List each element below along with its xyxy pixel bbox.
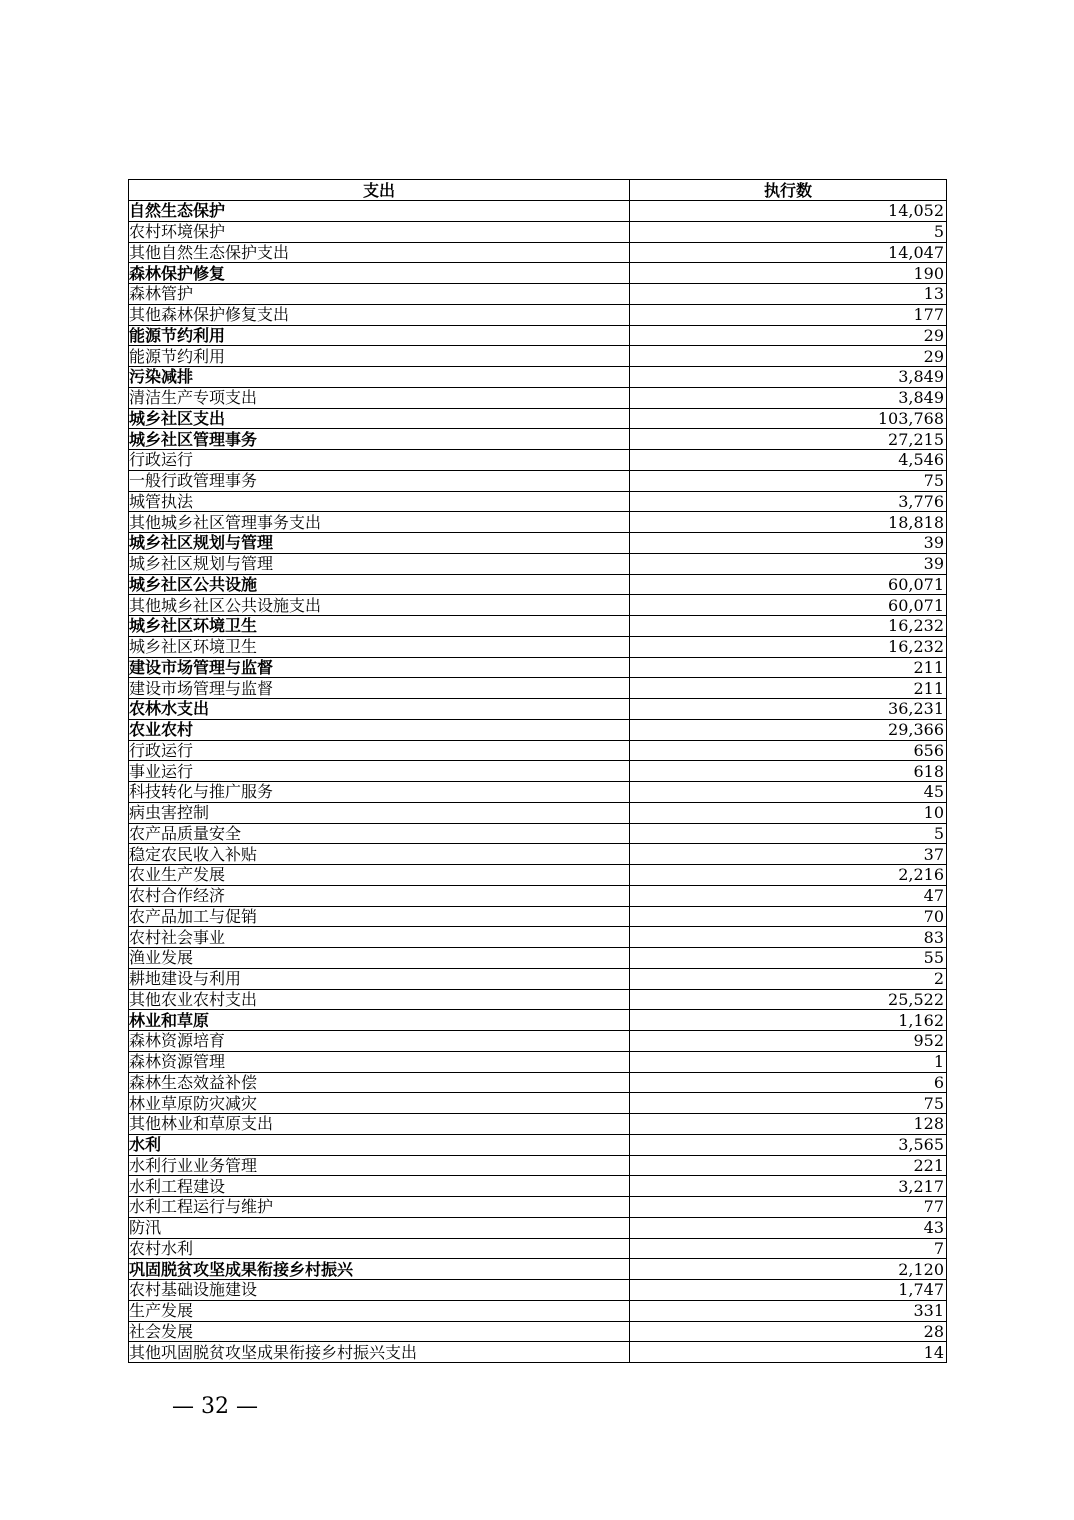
row-item-name: 森林管护: [129, 284, 630, 305]
table-row: [129, 1093, 947, 1114]
row-item-value: 29: [630, 346, 947, 367]
row-item-value: 618: [630, 761, 947, 782]
table-row: [129, 367, 947, 388]
row-item-value: 29,366: [630, 719, 947, 740]
row-item-value: 6: [630, 1072, 947, 1093]
row-item-name: 耕地建设与利用: [129, 968, 630, 989]
row-item-value: 211: [630, 657, 947, 678]
row-item-value: 75: [630, 470, 947, 491]
row-item-name: 城乡社区环境卫生: [129, 616, 630, 637]
table-row: [129, 1197, 947, 1218]
row-item-value: 10: [630, 802, 947, 823]
row-item-value: 103,768: [630, 408, 947, 429]
table-row: [129, 450, 947, 471]
row-item-name: 其他巩固脱贫攻坚成果衔接乡村振兴支出: [129, 1342, 630, 1363]
table-body: [129, 201, 947, 1363]
table-row: [129, 761, 947, 782]
row-item-name: 其他城乡社区公共设施支出: [129, 595, 630, 616]
table-row: [129, 574, 947, 595]
table-row: [129, 968, 947, 989]
row-item-name: 森林资源管理: [129, 1051, 630, 1072]
row-item-value: 190: [630, 263, 947, 284]
table-row: [129, 802, 947, 823]
table-row: [129, 1300, 947, 1321]
row-item-value: 3,849: [630, 367, 947, 388]
table-row: [129, 844, 947, 865]
row-item-name: 农村社会事业: [129, 927, 630, 948]
row-item-value: 1,747: [630, 1280, 947, 1301]
row-item-name: 水利: [129, 1134, 630, 1155]
table-row: [129, 1134, 947, 1155]
table-row: [129, 616, 947, 637]
table-row: [129, 1072, 947, 1093]
row-item-value: 3,776: [630, 491, 947, 512]
table-row: [129, 1259, 947, 1280]
table-row: [129, 1155, 947, 1176]
row-item-name: 城乡社区管理事务: [129, 429, 630, 450]
table-row: [129, 865, 947, 886]
table-row: [129, 1238, 947, 1259]
row-item-name: 其他自然生态保护支出: [129, 242, 630, 263]
row-item-name: 社会发展: [129, 1321, 630, 1342]
table-row: [129, 699, 947, 720]
row-item-value: 3,849: [630, 387, 947, 408]
row-item-name: 森林保护修复: [129, 263, 630, 284]
row-item-value: 18,818: [630, 512, 947, 533]
table-row: [129, 325, 947, 346]
row-item-value: 28: [630, 1321, 947, 1342]
page-number: — 32 —: [172, 1394, 258, 1419]
row-item-value: 5: [630, 823, 947, 844]
row-item-name: 城乡社区规划与管理: [129, 553, 630, 574]
table-row: [129, 1342, 947, 1363]
row-item-value: 3,565: [630, 1134, 947, 1155]
row-item-name: 其他城乡社区管理事务支出: [129, 512, 630, 533]
table-row: [129, 595, 947, 616]
table-row: [129, 284, 947, 305]
row-item-name: 其他森林保护修复支出: [129, 304, 630, 325]
row-item-value: 77: [630, 1197, 947, 1218]
row-item-name: 一般行政管理事务: [129, 470, 630, 491]
table-row: [129, 948, 947, 969]
row-item-value: 128: [630, 1114, 947, 1135]
row-item-value: 75: [630, 1093, 947, 1114]
table-row: [129, 989, 947, 1010]
row-item-name: 林业草原防灾减灾: [129, 1093, 630, 1114]
row-item-name: 水利行业业务管理: [129, 1155, 630, 1176]
row-item-value: 2,216: [630, 865, 947, 886]
row-item-name: 防汛: [129, 1217, 630, 1238]
row-item-name: 事业运行: [129, 761, 630, 782]
row-item-name: 农林水支出: [129, 699, 630, 720]
row-item-name: 城乡社区支出: [129, 408, 630, 429]
table-row: [129, 823, 947, 844]
row-item-name: 水利工程建设: [129, 1176, 630, 1197]
row-item-value: 36,231: [630, 699, 947, 720]
table-row: [129, 429, 947, 450]
row-item-name: 行政运行: [129, 740, 630, 761]
row-item-value: 14: [630, 1342, 947, 1363]
row-item-value: 70: [630, 906, 947, 927]
row-item-value: 211: [630, 678, 947, 699]
table-row: [129, 346, 947, 367]
row-item-name: 城乡社区环境卫生: [129, 636, 630, 657]
row-item-value: 60,071: [630, 574, 947, 595]
row-item-value: 13: [630, 284, 947, 305]
table-row: [129, 304, 947, 325]
row-item-value: 952: [630, 1031, 947, 1052]
row-item-name: 巩固脱贫攻坚成果衔接乡村振兴: [129, 1259, 630, 1280]
table-row: [129, 221, 947, 242]
row-item-value: 14,052: [630, 201, 947, 222]
table-row: [129, 740, 947, 761]
row-item-value: 14,047: [630, 242, 947, 263]
table-row: [129, 242, 947, 263]
row-item-name: 稳定农民收入补贴: [129, 844, 630, 865]
table-row: [129, 719, 947, 740]
row-item-value: 47: [630, 885, 947, 906]
row-item-name: 水利工程运行与维护: [129, 1197, 630, 1218]
row-item-name: 其他农业农村支出: [129, 989, 630, 1010]
row-item-name: 农村合作经济: [129, 885, 630, 906]
row-item-value: 43: [630, 1217, 947, 1238]
row-item-name: 污染减排: [129, 367, 630, 388]
row-item-name: 农村水利: [129, 1238, 630, 1259]
table-header-row: [129, 180, 947, 201]
table-row: [129, 1217, 947, 1238]
row-item-name: 城乡社区规划与管理: [129, 533, 630, 554]
table-row: [129, 201, 947, 222]
table-row: [129, 1031, 947, 1052]
row-item-name: 病虫害控制: [129, 802, 630, 823]
expenditure-table: [128, 179, 947, 1363]
row-item-value: 4,546: [630, 450, 947, 471]
row-item-name: 清洁生产专项支出: [129, 387, 630, 408]
table-row: [129, 533, 947, 554]
table-row: [129, 553, 947, 574]
row-item-name: 建设市场管理与监督: [129, 678, 630, 699]
row-item-value: 83: [630, 927, 947, 948]
table-row: [129, 1010, 947, 1031]
row-item-value: 37: [630, 844, 947, 865]
row-item-name: 农村环境保护: [129, 221, 630, 242]
table-row: [129, 678, 947, 699]
row-item-value: 656: [630, 740, 947, 761]
row-item-value: 25,522: [630, 989, 947, 1010]
header-expenditure: 支出: [129, 180, 630, 201]
row-item-value: 27,215: [630, 429, 947, 450]
row-item-value: 3,217: [630, 1176, 947, 1197]
row-item-value: 55: [630, 948, 947, 969]
table-row: [129, 885, 947, 906]
table-row: [129, 927, 947, 948]
row-item-name: 农业农村: [129, 719, 630, 740]
row-item-value: 60,071: [630, 595, 947, 616]
table-row: [129, 1051, 947, 1072]
row-item-name: 森林生态效益补偿: [129, 1072, 630, 1093]
row-item-name: 自然生态保护: [129, 201, 630, 222]
header-executed-amount: 执行数: [630, 180, 947, 201]
row-item-value: 2,120: [630, 1259, 947, 1280]
row-item-value: 2: [630, 968, 947, 989]
row-item-value: 1: [630, 1051, 947, 1072]
row-item-name: 行政运行: [129, 450, 630, 471]
row-item-name: 森林资源培育: [129, 1031, 630, 1052]
table-row: [129, 906, 947, 927]
row-item-value: 177: [630, 304, 947, 325]
row-item-value: 221: [630, 1155, 947, 1176]
table-row: [129, 1114, 947, 1135]
table-row: [129, 636, 947, 657]
row-item-value: 331: [630, 1300, 947, 1321]
row-item-value: 7: [630, 1238, 947, 1259]
row-item-value: 1,162: [630, 1010, 947, 1031]
table-row: [129, 387, 947, 408]
row-item-value: 45: [630, 782, 947, 803]
row-item-name: 能源节约利用: [129, 325, 630, 346]
table-row: [129, 408, 947, 429]
row-item-name: 农村基础设施建设: [129, 1280, 630, 1301]
row-item-name: 农产品加工与促销: [129, 906, 630, 927]
row-item-name: 林业和草原: [129, 1010, 630, 1031]
table-row: [129, 657, 947, 678]
row-item-value: 5: [630, 221, 947, 242]
row-item-value: 16,232: [630, 616, 947, 637]
table-row: [129, 512, 947, 533]
row-item-name: 城乡社区公共设施: [129, 574, 630, 595]
row-item-name: 能源节约利用: [129, 346, 630, 367]
table-row: [129, 263, 947, 284]
table-row: [129, 1280, 947, 1301]
table-row: [129, 491, 947, 512]
row-item-name: 农业生产发展: [129, 865, 630, 886]
row-item-name: 其他林业和草原支出: [129, 1114, 630, 1135]
table-row: [129, 470, 947, 491]
row-item-name: 生产发展: [129, 1300, 630, 1321]
table-row: [129, 1176, 947, 1197]
row-item-value: 39: [630, 533, 947, 554]
row-item-value: 29: [630, 325, 947, 346]
row-item-value: 16,232: [630, 636, 947, 657]
row-item-name: 城管执法: [129, 491, 630, 512]
table-row: [129, 1321, 947, 1342]
row-item-name: 科技转化与推广服务: [129, 782, 630, 803]
row-item-name: 建设市场管理与监督: [129, 657, 630, 678]
table-row: [129, 782, 947, 803]
row-item-name: 渔业发展: [129, 948, 630, 969]
row-item-value: 39: [630, 553, 947, 574]
row-item-name: 农产品质量安全: [129, 823, 630, 844]
